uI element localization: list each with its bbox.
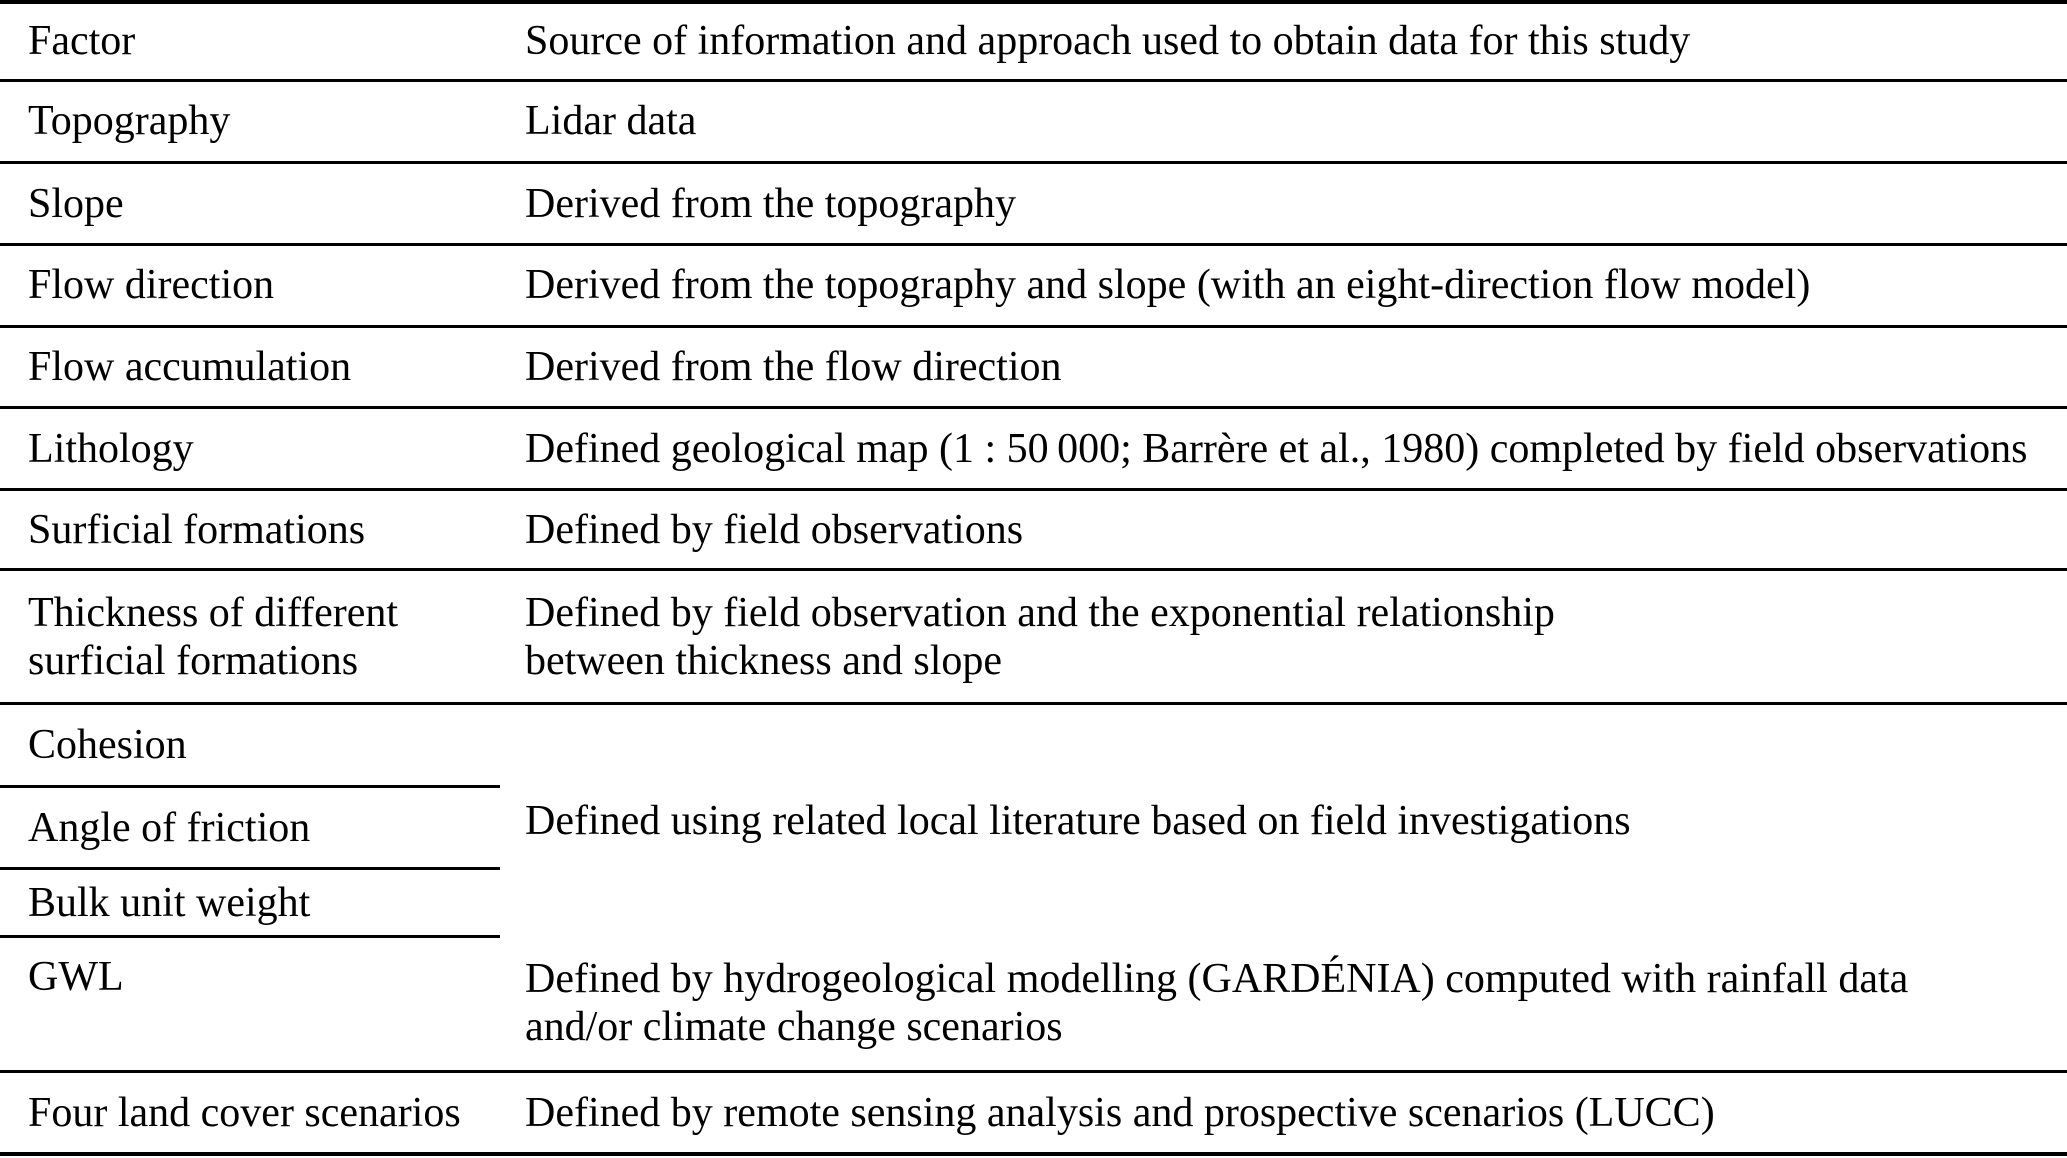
table-row-flow-accumulation bbox=[0, 326, 2067, 407]
table-row-thickness bbox=[0, 570, 2067, 703]
factor-cell-flow-direction: Flow direction bbox=[0, 245, 500, 326]
factor-cell-thickness: Thickness of different surficial formations bbox=[0, 570, 500, 703]
source-cell-gwl: Defined by hydrogeological modelling (GARDÉNIA) computed with rainfall data and/or climate change scenarios bbox=[500, 936, 2067, 1071]
source-cell-land-cover-scenarios: Defined by remote sensing analysis and prospective scenarios (LUCC) bbox=[525, 1089, 1715, 1136]
table-row-cohesion bbox=[0, 703, 2067, 786]
source-cell-slope: Derived from the topography bbox=[500, 163, 2067, 245]
factor-cell-flow-accumulation: Flow accumulation bbox=[0, 326, 500, 407]
factor-cell-angle-of-friction: Angle of friction bbox=[0, 787, 500, 869]
table-row-flow-direction bbox=[0, 245, 2067, 326]
header-row bbox=[0, 2, 2067, 80]
factor-cell-cohesion: Cohesion bbox=[0, 703, 500, 786]
factor-cell-lithology: Lithology bbox=[0, 407, 500, 489]
factor-cell-gwl: GWL bbox=[0, 936, 500, 1071]
factor-cell-surficial-formations: Surficial formations bbox=[0, 490, 500, 570]
factor-cell-land-cover-scenarios: Four land cover scenarios bbox=[28, 1089, 461, 1136]
source-cell-surficial-formations: Defined by field observations bbox=[500, 490, 2067, 570]
source-cell-topography: Lidar data bbox=[500, 80, 2067, 162]
source-cell-flow-direction: Derived from the topography and slope (with an eight-direction flow model) bbox=[500, 245, 2067, 326]
table-row-topography bbox=[0, 80, 2067, 162]
table-row-gwl bbox=[0, 936, 2067, 1071]
column-header-source: Source of information and approach used to obtain data for this study bbox=[500, 2, 2067, 80]
factor-cell-slope: Slope bbox=[0, 163, 500, 245]
table-row-lithology bbox=[0, 407, 2067, 489]
column-header-factor: Factor bbox=[0, 2, 500, 80]
table-row-land-cover-scenarios bbox=[0, 1072, 2067, 1154]
table-row-slope bbox=[0, 163, 2067, 245]
factor-cell-topography: Topography bbox=[0, 80, 500, 162]
factor-cell-bulk-unit-weight: Bulk unit weight bbox=[0, 869, 500, 936]
source-cell-thickness: Defined by field observation and the exponential relationship between thickness and slope bbox=[500, 570, 2067, 703]
source-cell-flow-accumulation: Derived from the flow direction bbox=[500, 326, 2067, 407]
source-cell-geotechnical-merged: Defined using related local literature based on field investigations bbox=[525, 797, 1631, 844]
table-row-surficial-formations bbox=[0, 490, 2067, 570]
source-cell-lithology: Defined geological map (1 : 50 000; Barrère et al., 1980) completed by field observations bbox=[500, 407, 2067, 489]
